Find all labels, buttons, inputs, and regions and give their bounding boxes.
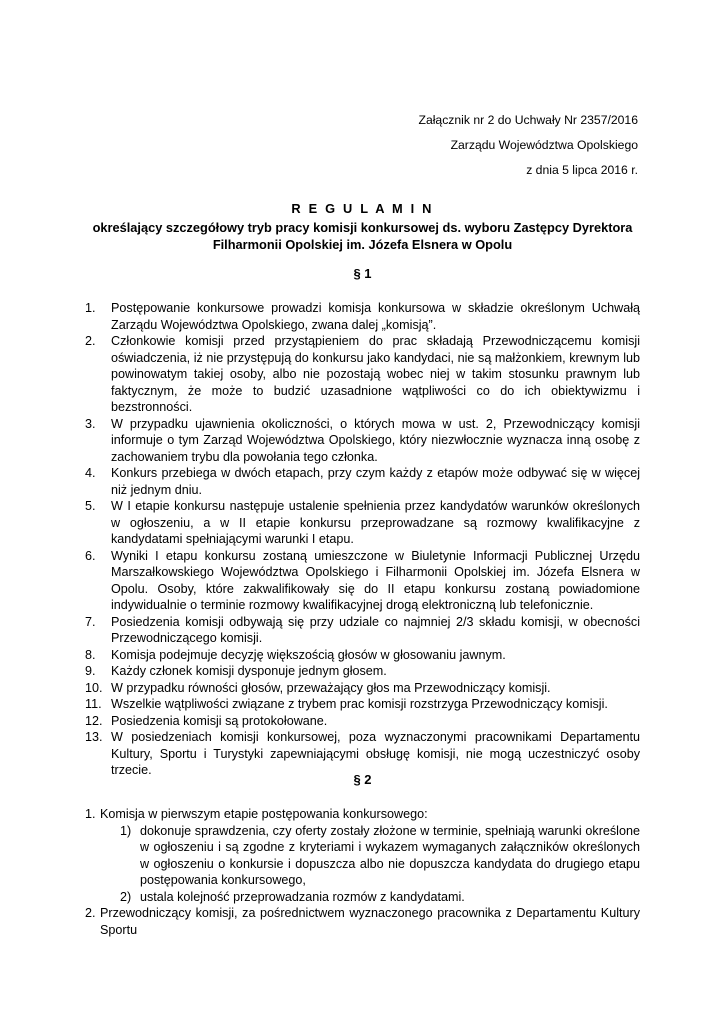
attachment-note [419,108,639,183]
item-number: 7. [85,614,96,629]
item-text: Posiedzenia komisji odbywają się przy udziale co najmniej 2/3 składu komisji, w obecności Przewodniczącego komisji. [111,614,640,645]
sub-item-text: ustala kolejność przeprowadzania rozmów z kandydatami. [140,889,465,904]
item-number: 11. [85,697,102,711]
item-text: Konkurs przebiega w dwóch etapach, przy czym każdy z etapów może odbywać się w więcej niż jednym dniu. [111,466,640,497]
document-title [60,200,665,253]
item-number: 4. [85,466,96,480]
list-item [85,905,640,938]
item-number: 10. [85,680,103,695]
item-number: 3. [85,416,96,431]
item-number: 12. [85,713,103,728]
list-item [85,663,640,680]
item-number: 5. [85,499,96,513]
list-item [85,614,640,647]
item-text: Wszelkie wątpliwości związane z trybem prac komisji rozstrzyga Przewodniczący komisji. [111,697,608,711]
section-2-heading: § 2 [353,772,372,787]
attachment-line-1: Załącznik nr 2 do Uchwały Nr 2357/2016 [418,113,638,127]
item-text: W przypadku równości głosów, przeważający głos ma Przewodniczący komisji. [111,680,551,695]
section-1-list [85,300,640,779]
list-item [85,548,640,614]
item-text: W posiedzeniach komisji konkursowej, poza wyznaczonymi pracownikami Departamentu Kultury, Sportu i Turystyki zapewniającymi obsługę komisji, nie mogą uczestniczyć osoby trzecie. [111,730,640,777]
item-text: Postępowanie konkursowe prowadzi komisja konkursowa w składzie określonym Uchwałą Zarządu Województwa Opolskiego, zwana dalej „komisją”. [111,301,640,332]
item-number: 2. [85,334,96,348]
list-item [85,713,640,730]
list-item [85,498,640,548]
list-item [85,465,640,498]
item-text: Członkowie komisji przed przystąpieniem do prac składają Przewodniczącemu komisji oświadczenia, iż nie przystępują do konkursu jako kandydaci, nie są małżonkiem, krewnym lub powinowatym takiej osoby, albo nie pozostają wobec niej w takim stosunku prawnym lub faktycznym, że może to budzić uzasadnione wątpliwości co do ich obiektywizmu i bezstronności. [111,334,640,414]
item-text: Posiedzenia komisji są protokołowane. [111,713,328,728]
item-number: 9. [85,664,96,678]
title-subtitle: określający szczegółowy tryb pracy komisji konkursowej ds. wyboru Zastępcy Dyrektora Filharmonii Opolskiej im. Józefa Elsnera w Opolu [92,220,633,252]
sub-list [100,823,640,906]
item-text: Komisja w pierwszym etapie postępowania konkursowego: [100,807,428,821]
item-text: W przypadku ujawnienia okoliczności, o których mowa w ust. 2, Przewodniczący komisji informuje o tym Zarząd Województwa Opolskiego, który niezwłocznie wyznacza inną osobę z zachowaniem trybu dla powołania tego członka. [111,416,640,464]
item-number: 6. [85,548,96,563]
sub-item-number: 2) [120,889,132,904]
item-text: Każdy członek komisji dysponuje jednym głosem. [111,664,387,678]
list-item [85,806,640,905]
item-text: W I etapie konkursu następuje ustalenie spełnienia przez kandydatów warunków określonych w ogłoszeniu, a w II etapie konkursu przeprowadzane są rozmowy kwalifikacyjne z kandydatami spełniającymi warunki I etapu. [111,499,640,546]
section-1-heading: § 1 [353,266,372,281]
list-item [85,696,640,713]
sub-list-item [100,889,640,906]
item-text: Wyniki I etapu konkursu zostaną umieszczone w Biuletynie Informacji Publicznej Urzędu Marszałkowskiego Województwa Opolskiego i Filharmonii Opolskiej im. Józefa Elsnera w Opolu. Osoby, które zakwalifikowały się do II etapu konkursu zostaną powiadomione indywidualnie o terminie rozmowy kwalifikacyjnej drogą elektroniczną lub telefonicznie. [111,548,640,612]
attachment-line-3: z dnia 5 lipca 2016 r. [526,163,638,177]
item-number: 13. [85,730,103,744]
item-text: Przewodniczący komisji, za pośrednictwem wyznaczonego pracownika z Departamentu Kultury Sportu [100,906,640,937]
item-number: 1. [85,301,96,315]
sub-item-number: 1) [120,823,132,838]
sub-list-item [100,823,640,889]
list-item [85,333,640,416]
item-text: Komisja podejmuje decyzję większością głosów w głosowaniu jawnym. [111,647,506,662]
sub-item-text: dokonuje sprawdzenia, czy oferty zostały złożone w terminie, spełniają warunki określone w ogłoszeniu i są zgodne z kryteriami i wykazem wymaganych załączników określonych w ogłoszeniu o konkursie i dopuszcza albo nie dopuszcza kandydata do drugiego etapu postępowania konkursowego, [140,823,640,887]
list-item [85,416,640,466]
list-item [85,300,640,333]
attachment-line-2: Zarządu Województwa Opolskiego [450,138,638,152]
list-item [85,680,640,697]
item-number: 8. [85,647,96,662]
item-number: 1. [85,807,96,821]
item-number: 2. [85,906,96,920]
list-item [85,647,640,664]
section-2-list [85,806,640,938]
title-heading: R E G U L A M I N [291,201,434,216]
